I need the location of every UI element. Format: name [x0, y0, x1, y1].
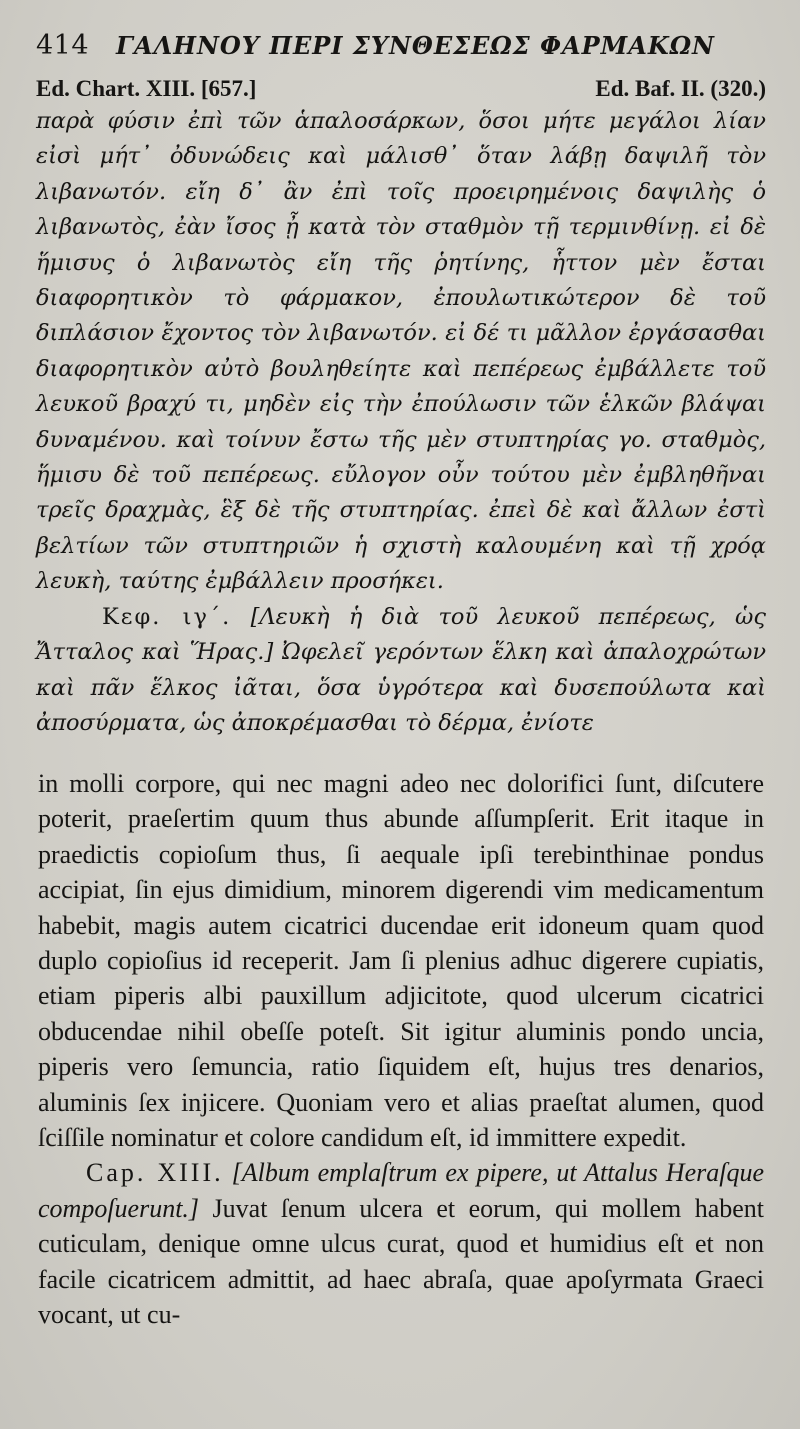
latin-chapter-paragraph [38, 1155, 764, 1332]
latin-chapter-title: [Album emplaſtrum ex pipere, ut Attalus Heraſque compoſuerunt.] [38, 1158, 764, 1223]
latin-chapter-text: Juvat ſenum ulcera et eorum, qui mollem habent cuticulam, denique omne ulcus curat, quod et humidius eſt et non facile cicatricem admittit, ad haec abraſa, quae apoſyrmata Graeci vocant, ut cu- [38, 1193, 764, 1330]
running-head [36, 30, 766, 74]
greek-chapter-paragraph [36, 600, 766, 742]
edition-reference-line [36, 74, 766, 104]
greek-chapter-label: Κεφ. ιγ΄. [102, 603, 232, 630]
greek-paragraph: παρὰ φύσιν ἐπὶ τῶν ἁπαλοσάρκων, ὅσοι μήτε μεγάλοι λίαν εἰσὶ μήτ᾽ ὀδυνώδεις καὶ μάλισθ᾽ ὅταν λάβῃ δαψιλῆ τὸν λιβανωτόν. εἴη δ᾽ ἂν ἐπὶ τοῖς προειρημένοις δαψιλὴς ὁ λιβανωτὸς, ἐὰν ἴσος ᾖ κατὰ τὸν σταθμὸν τῇ τερμινθίνῃ. εἰ δὲ ἥμισυς ὁ λιβανωτὸς εἴη τῆς ῥητίνης, ἧττον μὲν ἔσται διαφορητικὸν τὸ φάρμακον, ἐπουλωτικώτερον δὲ τοῦ διπλάσιον ἔχοντος τὸν λιβανωτόν. εἰ δέ τι μᾶλλον ἐργάσασθαι διαφορητικὸν αὐτὸ βουληθείητε καὶ πεπέρεως ἐμβάλλετε τοῦ λευκοῦ βραχύ τι, μηδὲν εἰς τὴν ἐπούλωσιν τῶν ἑλκῶν βλάψαι δυναμένου. καὶ τοίνυν ἔστω τῆς μὲν στυπτηρίας γο. σταθμὸς, ἥμισυ δὲ τοῦ πεπέρεως. εὔλογον οὖν τούτου μὲν ἐμβληθῆναι τρεῖς δραχμὰς, ἓξ δὲ τῆς στυπτηρίας. ἐπεὶ δὲ καὶ ἄλλων ἐστὶ βελτίων τῶν στυπτηριῶν ἡ σχιστὴ καλουμένη καὶ τῇ χρόᾳ λευκὴ, ταύτης ἐμβάλλειν προσήκει. [36, 108, 766, 595]
edition-basel-ref: Ed. Baf. II. (320.) [595, 76, 766, 101]
running-title: ΓΑΛΗΝΟΥ ΠΕΡΙ ΣΥΝΘΕΣΕΩΣ ΦΑΡΜΑΚΩΝ [116, 31, 715, 60]
edition-chartier-ref: Ed. Chart. XIII. [657.] [36, 76, 257, 101]
page-number: 414 [36, 30, 90, 61]
greek-chapter-text: [Λευκὴ ἡ διὰ τοῦ λευκοῦ πεπέρεως, ὡς Ἄτταλος καὶ Ἥρας.] Ὠφελεῖ γερόντων ἕλκη καὶ ἁπαλοχρώτων καὶ πᾶν ἕλκος ἰᾶται, ὅσα ὑγρότερα καὶ δυσεπούλωτα καὶ ἀποσύρματα, ὡς ἀποκρέμασθαι τὸ δέρμα, ἐνίοτε [36, 603, 766, 736]
latin-chapter-label: Cap. XIII. [86, 1158, 224, 1188]
latin-paragraph: in molli corpore, qui nec magni adeo nec dolorifici ſunt, diſcutere poterit, praeſertim quum thus abunde aſſumpſerit. Erit itaque in praedictis copioſum thus, ſi aequale ipſi terebinthinae pondus accipiat, ſin ejus dimidium, minorem digerendi vim medicamentum habebit, magis autem cicatrici ducendae erit idoneum quam quod duplo copioſius id receperit. Jam ſi plenius adhuc digerere cupiatis, etiam piperis albi pauxillum adjicitote, quod ulcerum cicatrici obducendae nihil obeſſe poteſt. Sit igitur aluminis pondo uncia, piperis vero ſemuncia, ratio ſiquidem eſt, hujus tres denarios, aluminis ſex injicere. Quoniam vero et alias praeſtat alumen, quod ſciſſile nominatur et colore candidum eſt, id immittere expedit. [38, 769, 764, 1153]
latin-text-block [38, 766, 764, 1333]
greek-text-block [36, 104, 766, 741]
